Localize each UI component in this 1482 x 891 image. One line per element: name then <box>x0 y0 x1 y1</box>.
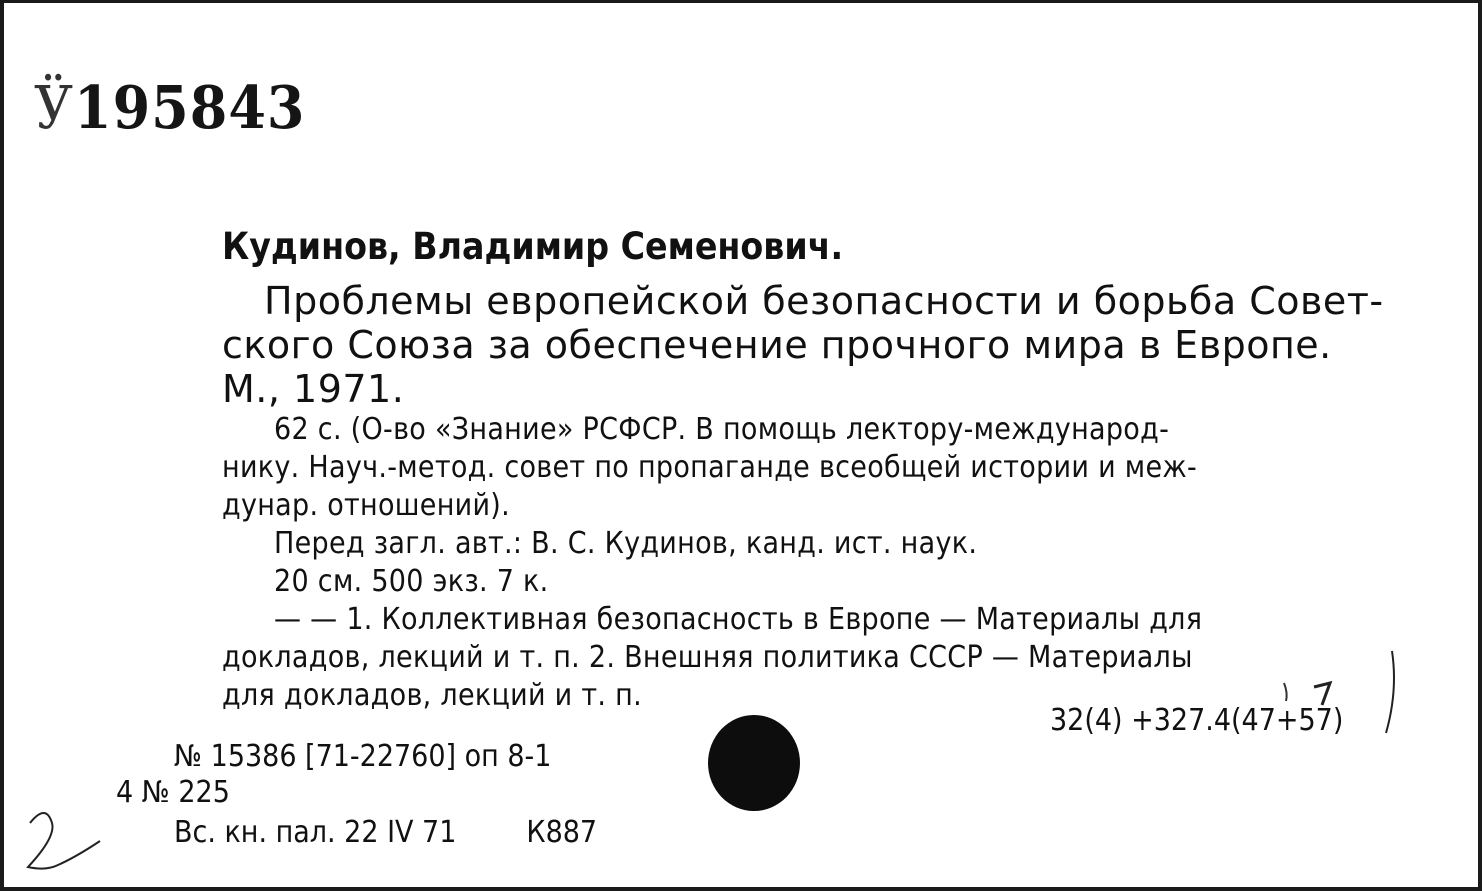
classification-index: 32(4) +327.4(47+57) <box>1050 703 1344 738</box>
chamber-line <box>174 815 597 850</box>
copies-line: 4 № 225 <box>116 775 230 810</box>
subjects-line-1: — — 1. Коллективная безопасность в Европе — Материалы для <box>274 602 1203 637</box>
inventory-number <box>34 72 305 142</box>
inventory-prefix: Ӱ <box>34 72 75 143</box>
chamber-registration: Вс. кн. пал. 22 IV 71 <box>174 815 457 850</box>
description-line-2: нику. Науч.-метод. совет по пропаганде всеобщей истории и меж- <box>222 450 1198 485</box>
pencil-annotation-icon <box>1274 643 1404 743</box>
description-line-3: дунар. отношений). <box>222 488 511 523</box>
shelf-mark: К887 <box>526 815 598 850</box>
title-line-3: М., 1971. <box>222 367 405 411</box>
title-line-2: ского Союза за обеспечение прочного мира в Европе. <box>222 323 1332 367</box>
order-line: № 15386 [71-22760] оп 8-1 <box>174 739 552 774</box>
title-block <box>222 279 1384 411</box>
title-line-1: Проблемы европейской безопасности и борьба Совет- <box>264 279 1384 323</box>
description-block <box>222 411 1377 715</box>
inventory-number-value: 195843 <box>74 71 306 143</box>
author-heading: Кудинов, Владимир Семенович. <box>222 225 844 268</box>
format-line: 20 см. 500 экз. 7 к. <box>274 564 549 599</box>
subjects-line-2: докладов, лекций и т. п. 2. Внешняя политика СССР — Материалы <box>222 640 1193 675</box>
subjects-line-3: для докладов, лекций и т. п. <box>222 678 642 713</box>
card-punch-hole <box>708 715 800 811</box>
handwritten-mark-icon <box>18 801 108 881</box>
author-note-line: Перед загл. авт.: В. С. Кудинов, канд. ист. наук. <box>274 526 978 561</box>
description-line-1: 62 с. (О-во «Знание» РСФСР. В помощь лектору-международ- <box>274 412 1170 447</box>
